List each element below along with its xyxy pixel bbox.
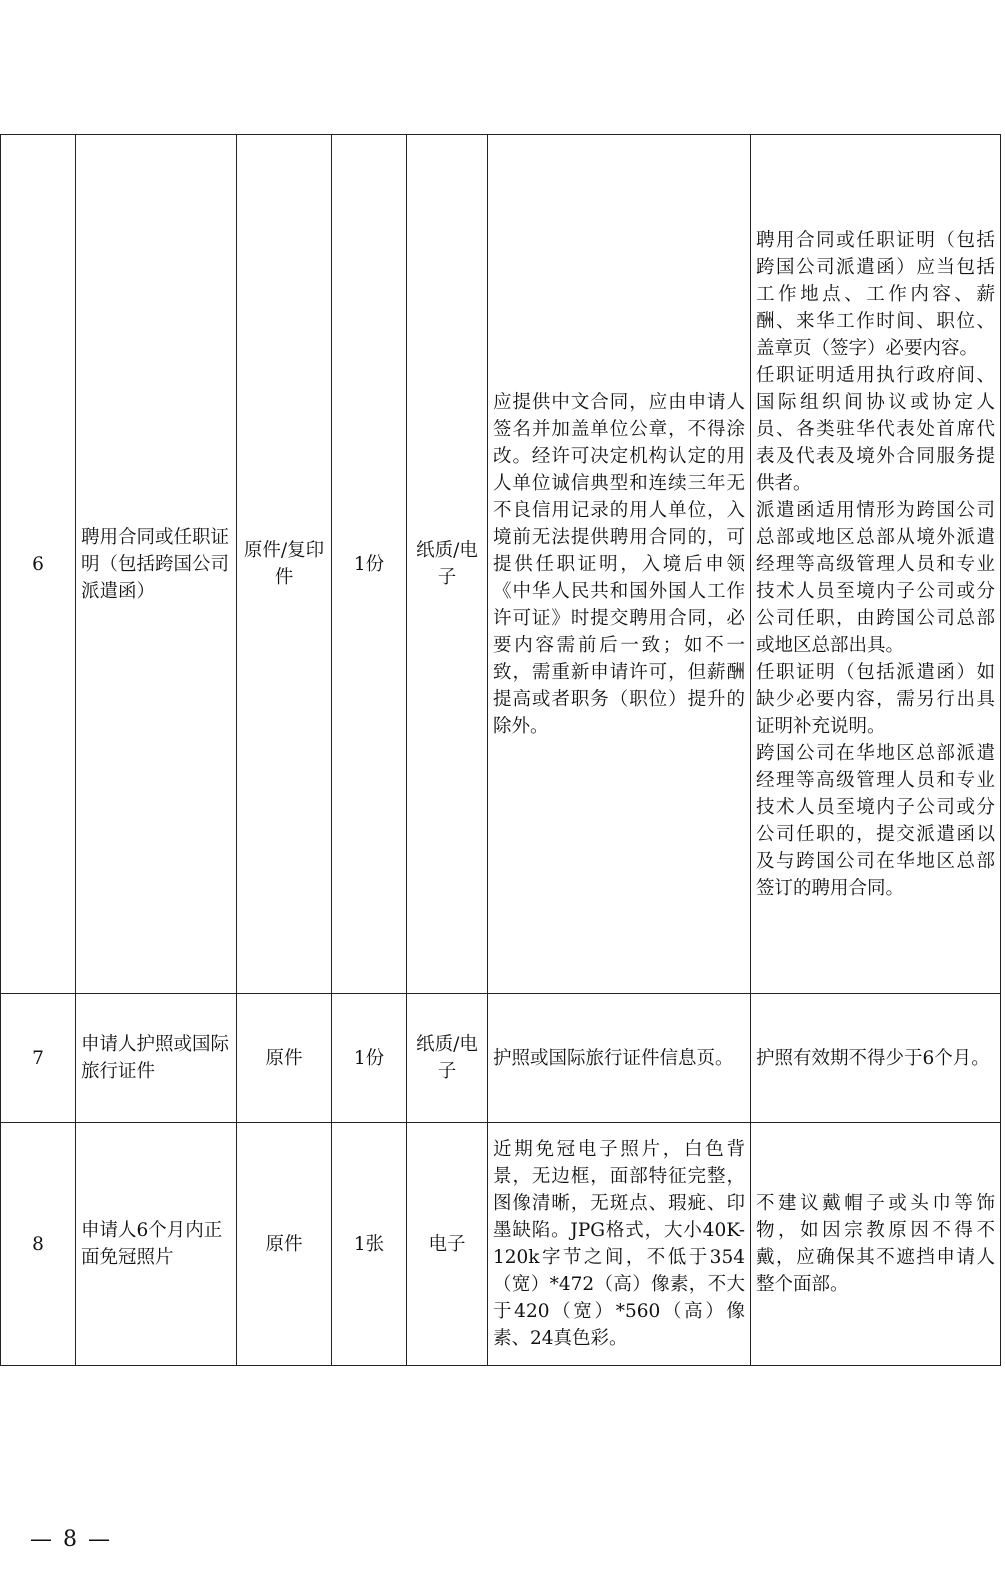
materials-table (0, 134, 1001, 1366)
material-standard: 近期免冠电子照片，白色背景，无边框，面部特征完整，图像清晰，无斑点、瑕疵、印墨缺陷。JPG格式，大小40K-120k字节之间，不低于354（宽）*472（高）像素，不大于420（宽）*560（高）像素、24真色彩。 (488, 1123, 751, 1366)
material-standard: 应提供中文合同，应由申请人签名并加盖单位公章，不得涂改。经许可决定机构认定的用人单位诚信典型和连续三年无不良信用记录的用人单位，入境前无法提供聘用合同的，可提供任职证明，入境后申领《中华人民共和国外国人工作许可证》时提交聘用合同，必要内容需前后一致；如不一致，需重新申请许可，但薪酬提高或者职务（职位）提升的除外。 (488, 135, 751, 994)
requirement-paragraph: 不建议戴帽子或头巾等饰物，如因宗教原因不得不戴，应确保其不遮挡申请人整个面部。 (756, 1193, 995, 1295)
material-count: 1份 (332, 994, 407, 1123)
material-name: 聘用合同或任职证明（包括跨国公司派遣函） (76, 135, 237, 994)
material-medium: 纸质/电子 (407, 994, 488, 1123)
requirement-paragraph: 任职证明适用执行政府间、国际组织间协议或协定人员、各类驻华代表处首席代表及代表及境外合同服务提供者。 (756, 364, 995, 494)
material-form: 原件 (237, 1123, 332, 1366)
row-number: 8 (1, 1123, 76, 1366)
requirement-paragraph: 聘用合同或任职证明（包括跨国公司派遣函）应当包括工作地点、工作内容、薪酬、来华工作时间、职位、盖章页（签字）必要内容。 (756, 229, 995, 359)
requirement-paragraph: 跨国公司在华地区总部派遣经理等高级管理人员和专业技术人员至境内子公司或分公司任职的，提交派遣函以及与跨国公司在华地区总部签订的聘用合同。 (756, 742, 995, 899)
material-medium: 电子 (407, 1123, 488, 1366)
table-row (1, 135, 1001, 994)
material-form: 原件/复印件 (237, 135, 332, 994)
material-requirements (751, 1123, 1001, 1366)
material-name: 申请人6个月内正面免冠照片 (76, 1123, 237, 1366)
material-count: 1份 (332, 135, 407, 994)
table-row (1, 994, 1001, 1123)
material-requirements (751, 994, 1001, 1123)
material-name: 申请人护照或国际旅行证件 (76, 994, 237, 1123)
material-form: 原件 (237, 994, 332, 1123)
row-number: 7 (1, 994, 76, 1123)
material-standard: 护照或国际旅行证件信息页。 (488, 994, 751, 1123)
page-number: — 8 — (30, 1527, 112, 1552)
requirement-paragraph: 派遣函适用情形为跨国公司总部或地区总部从境外派遣经理等高级管理人员和专业技术人员至境内子公司或分公司任职，由跨国公司总部或地区总部出具。 (756, 499, 995, 656)
material-count: 1张 (332, 1123, 407, 1366)
requirement-paragraph: 护照有效期不得少于6个月。 (756, 1047, 990, 1069)
requirement-paragraph: 任职证明（包括派遣函）如缺少必要内容，需另行出具证明补充说明。 (756, 661, 995, 737)
table-row (1, 1123, 1001, 1366)
row-number: 6 (1, 135, 76, 994)
material-requirements (751, 135, 1001, 994)
material-medium: 纸质/电子 (407, 135, 488, 994)
